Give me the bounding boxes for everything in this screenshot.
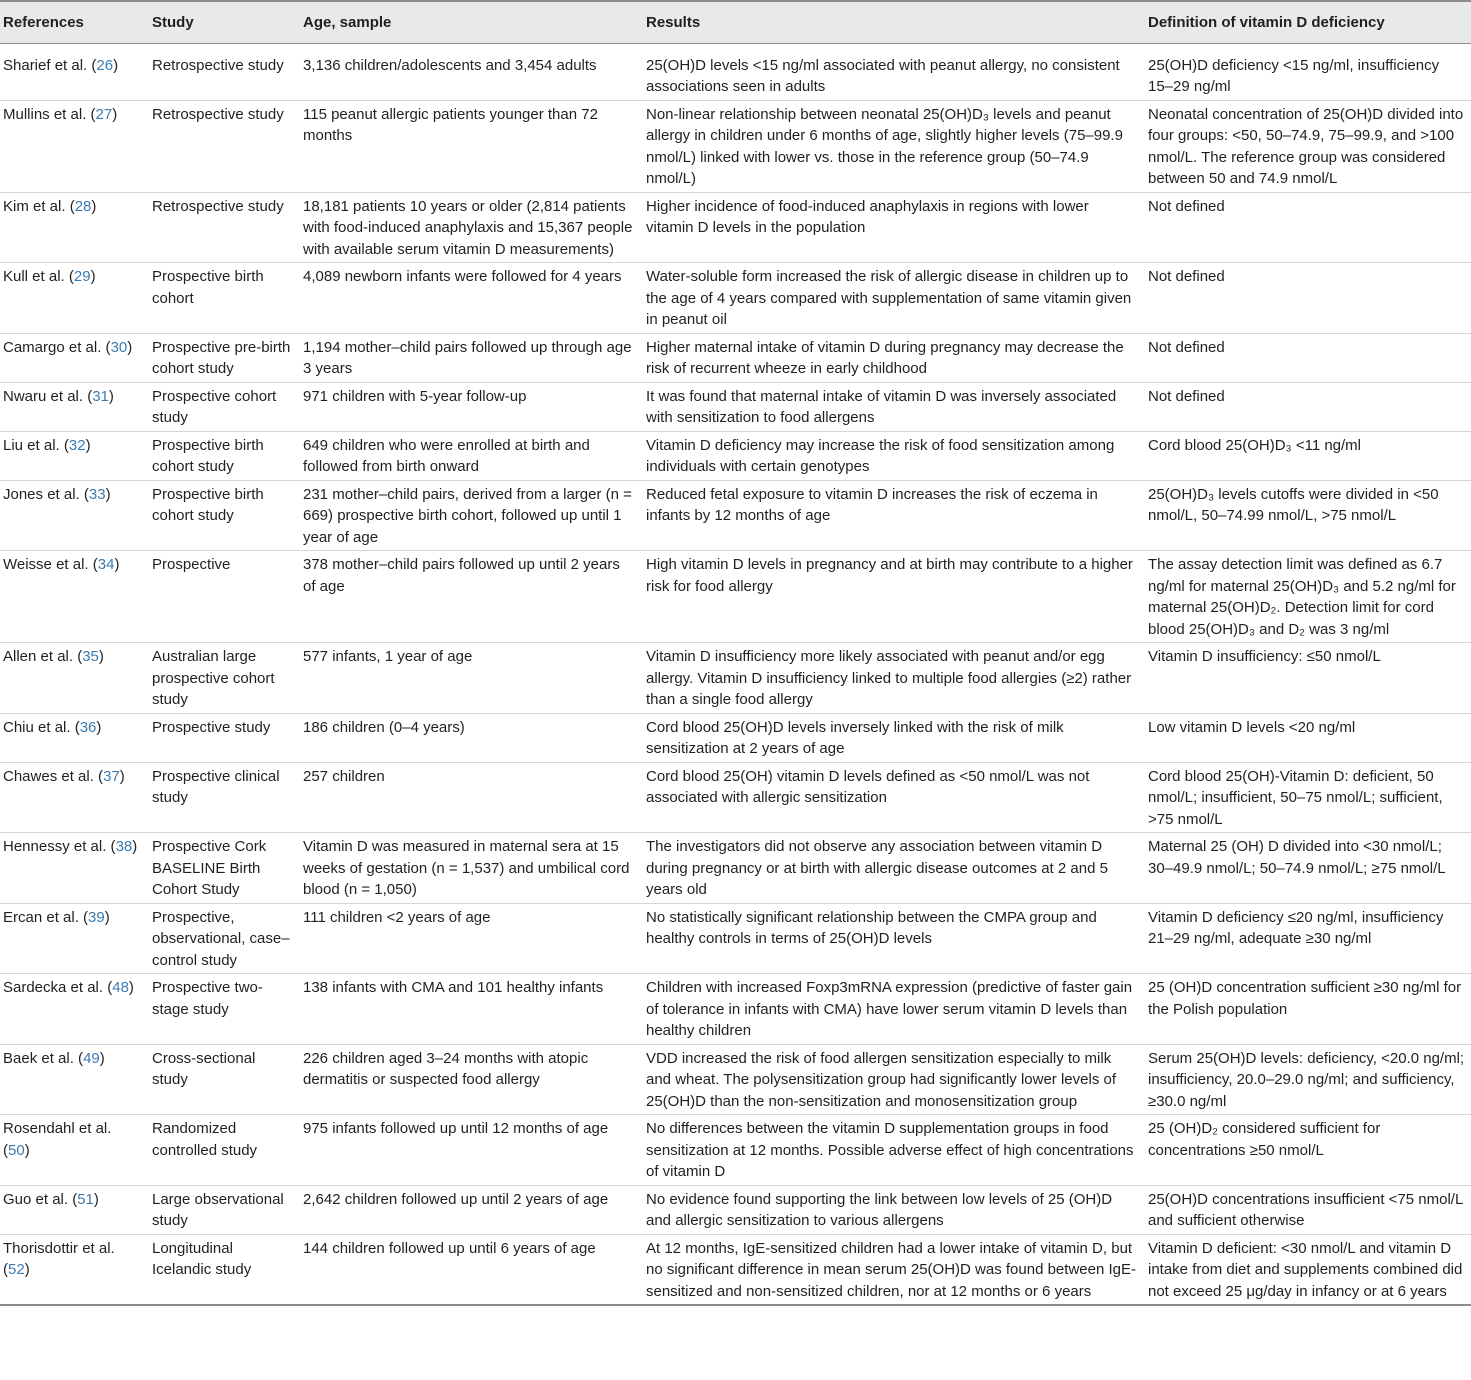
reference-number-link[interactable]: 52 — [8, 1261, 25, 1278]
cell-age-sample: 2,642 children followed up until 2 years of age — [297, 1185, 640, 1234]
reference-number-link[interactable]: 36 — [79, 718, 97, 736]
cell-results: No statistically significant relationship between the CMPA group and healthy controls in terms of 25(OH)D levels — [640, 903, 1142, 974]
cell-definition: Cord blood 25(OH)-Vitamin D: deficient, 50 nmol/L; insufficient, 50–75 nmol/L; sufficient, >75 nmol/L — [1142, 762, 1471, 833]
reference-number-link[interactable]: 37 — [103, 767, 120, 785]
cell-results: Children with increased Foxp3mRNA expression (predictive of faster gain of tolerance in infants with CMA) have lower serum vitamin D levels than healthy children — [640, 974, 1142, 1045]
cell-age-sample: 3,136 children/adolescents and 3,454 adults — [297, 43, 640, 100]
cell-definition: Serum 25(OH)D levels: deficiency, <20.0 ng/ml; insufficiency, 20.0–29.0 ng/ml; and sufficiency, ≥30.0 ng/ml — [1142, 1044, 1471, 1115]
header-study: Study — [146, 1, 297, 43]
table-row — [0, 903, 1471, 974]
reference-author: Jones et al. — [3, 485, 80, 503]
cell-study: Prospective two-stage study — [146, 974, 297, 1045]
cell-study: Retrospective study — [146, 100, 297, 192]
cell-results: Cord blood 25(OH)D levels inversely linked with the risk of milk sensitization at 2 years of age — [640, 713, 1142, 762]
cell-definition: Not defined — [1142, 382, 1471, 431]
cell-results: Water-soluble form increased the risk of allergic disease in children up to the age of 4 years compared with supplementation of same vitamin given in peanut oil — [640, 263, 1142, 334]
cell-study: Prospective cohort study — [146, 382, 297, 431]
header-results: Results — [640, 1, 1142, 43]
cell-age-sample: 577 infants, 1 year of age — [297, 643, 640, 714]
cell-reference: Sardecka et al. (48) — [0, 974, 146, 1045]
reference-number-link[interactable]: 32 — [68, 436, 86, 454]
cell-reference: Baek et al. (49) — [0, 1044, 146, 1115]
cell-results: It was found that maternal intake of vitamin D was inversely associated with sensitization to food allergens — [640, 382, 1142, 431]
cell-age-sample: 231 mother–child pairs, derived from a larger (n = 669) prospective birth cohort, followed up until 1 year of age — [297, 480, 640, 551]
cell-age-sample: Vitamin D was measured in maternal sera at 15 weeks of gestation (n = 1,537) and umbilical cord blood (n = 1,050) — [297, 833, 640, 904]
cell-definition: 25 (OH)D concentration sufficient ≥30 ng/ml for the Polish population — [1142, 974, 1471, 1045]
cell-results: Reduced fetal exposure to vitamin D increases the risk of eczema in infants by 12 months of age — [640, 480, 1142, 551]
cell-reference: Ercan et al. (39) — [0, 903, 146, 974]
cell-definition: Neonatal concentration of 25(OH)D divided into four groups: <50, 50–74.9, 75–99.9, and >100 nmol/L. The reference group was considered between 50 and 74.9 nmol/L — [1142, 100, 1471, 192]
table-row — [0, 382, 1471, 431]
cell-study: Prospective study — [146, 713, 297, 762]
table-row — [0, 1234, 1471, 1305]
reference-number-link[interactable]: 39 — [88, 908, 105, 926]
cell-results: Non-linear relationship between neonatal 25(OH)D₃ levels and peanut allergy in children under 6 months of age, slightly higher levels (75–99.9 nmol/L) linked with lower vs. those in the reference group (50–74.9 nmol/L) — [640, 100, 1142, 192]
reference-author: Camargo et al. — [3, 338, 102, 356]
cell-study: Prospective birth cohort — [146, 263, 297, 334]
cell-reference: Liu et al. (32) — [0, 431, 146, 480]
cell-definition: Not defined — [1142, 333, 1471, 382]
reference-author: Allen et al. — [3, 648, 74, 665]
table-row — [0, 263, 1471, 334]
cell-definition: Not defined — [1142, 192, 1471, 263]
cell-definition: Vitamin D deficient: <30 nmol/L and vitamin D intake from diet and supplements combined did not exceed 25 μg/day in infancy or at 6 years — [1142, 1234, 1471, 1305]
table-row — [0, 1115, 1471, 1186]
cell-study: Prospective — [146, 551, 297, 643]
cell-age-sample: 138 infants with CMA and 101 healthy infants — [297, 974, 640, 1045]
reference-author: Weisse et al. — [3, 556, 89, 573]
cell-age-sample: 257 children — [297, 762, 640, 833]
cell-reference: Jones et al. (33) — [0, 480, 146, 551]
table-row — [0, 551, 1471, 643]
cell-results: VDD increased the risk of food allergen sensitization especially to milk and wheat. The polysensitization group had significantly lower levels of 25(OH)D than the non-sensitization and monosensitization group — [640, 1044, 1142, 1115]
cell-definition: 25(OH)D deficiency <15 ng/ml, insufficiency 15–29 ng/ml — [1142, 43, 1471, 100]
cell-study: Australian large prospective cohort study — [146, 643, 297, 714]
cell-age-sample: 649 children who were enrolled at birth and followed from birth onward — [297, 431, 640, 480]
cell-results: Vitamin D deficiency may increase the risk of food sensitization among individuals with certain genotypes — [640, 431, 1142, 480]
cell-study: Retrospective study — [146, 43, 297, 100]
cell-definition: 25 (OH)D₂ considered sufficient for concentrations ≥50 nmol/L — [1142, 1115, 1471, 1186]
header-age-sample: Age, sample — [297, 1, 640, 43]
cell-study: Longitudinal Icelandic study — [146, 1234, 297, 1305]
reference-author: Ercan et al. — [3, 908, 79, 926]
table-row — [0, 100, 1471, 192]
cell-age-sample: 975 infants followed up until 12 months of age — [297, 1115, 640, 1186]
cell-reference: Guo et al. (51) — [0, 1185, 146, 1234]
reference-number-link[interactable]: 30 — [110, 338, 128, 356]
table-row — [0, 833, 1471, 904]
table-row — [0, 333, 1471, 382]
header-references: References — [0, 1, 146, 43]
reference-number-link[interactable]: 35 — [82, 648, 99, 665]
cell-reference: Weisse et al. (34) — [0, 551, 146, 643]
cell-study: Prospective birth cohort study — [146, 431, 297, 480]
cell-definition: Low vitamin D levels <20 ng/ml — [1142, 713, 1471, 762]
reference-author: Guo et al. — [3, 1190, 69, 1208]
reference-author: Sardecka et al. — [3, 979, 104, 996]
cell-results: At 12 months, IgE-sensitized children had a lower intake of vitamin D, but no significant difference in mean serum 25(OH)D was found between IgE-sensitized and non-sensitized children, nor at 12 months or 6 years — [640, 1234, 1142, 1305]
table-row — [0, 43, 1471, 100]
reference-author: Kim et al. — [3, 197, 66, 215]
table-row — [0, 192, 1471, 263]
cell-study: Randomized controlled study — [146, 1115, 297, 1186]
cell-results: Higher incidence of food-induced anaphylaxis in regions with lower vitamin D levels in the population — [640, 192, 1142, 263]
reference-number-link[interactable]: 28 — [74, 197, 92, 215]
cell-results: 25(OH)D levels <15 ng/ml associated with peanut allergy, no consistent associations seen in adults — [640, 43, 1142, 100]
cell-age-sample: 18,181 patients 10 years or older (2,814 patients with food-induced anaphylaxis and 15,367 people with available serum vitamin D measurements) — [297, 192, 640, 263]
table-row — [0, 431, 1471, 480]
reference-number-link[interactable]: 48 — [112, 979, 129, 996]
cell-definition: Vitamin D deficiency ≤20 ng/ml, insufficiency 21–29 ng/ml, adequate ≥30 ng/ml — [1142, 903, 1471, 974]
cell-reference: Hennessy et al. (38) — [0, 833, 146, 904]
cell-study: Large observational study — [146, 1185, 297, 1234]
cell-results: High vitamin D levels in pregnancy and at birth may contribute to a higher risk for food allergy — [640, 551, 1142, 643]
cell-results: No differences between the vitamin D supplementation groups in food sensitization at 12 months. Possible adverse effect of high concentrations of vitamin D — [640, 1115, 1142, 1186]
cell-study: Prospective pre-birth cohort study — [146, 333, 297, 382]
table-row — [0, 1185, 1471, 1234]
cell-reference: Chawes et al. (37) — [0, 762, 146, 833]
reference-number-link[interactable]: 27 — [95, 105, 113, 123]
cell-age-sample: 111 children <2 years of age — [297, 903, 640, 974]
cell-results: Vitamin D insufficiency more likely associated with peanut and/or egg allergy. Vitamin D insufficiency linked to multiple food allergies (≥2) rather than a single food allergy — [640, 643, 1142, 714]
cell-reference: Chiu et al. (36) — [0, 713, 146, 762]
cell-age-sample: 144 children followed up until 6 years of age — [297, 1234, 640, 1305]
table-row — [0, 762, 1471, 833]
header-definition: Definition of vitamin D deficiency — [1142, 1, 1471, 43]
reference-author: Kull et al. — [3, 268, 65, 285]
table-row — [0, 643, 1471, 714]
reference-author: Nwaru et al. — [3, 387, 84, 405]
reference-author: Thorisdottir et al. — [3, 1239, 115, 1257]
cell-reference: Rosendahl et al. (50) — [0, 1115, 146, 1186]
reference-author: Chawes et al. — [3, 767, 94, 785]
reference-number-link[interactable]: 49 — [83, 1049, 100, 1067]
reference-number-link[interactable]: 26 — [96, 56, 114, 74]
cell-results: Higher maternal intake of vitamin D during pregnancy may decrease the risk of recurrent wheeze in early childhood — [640, 333, 1142, 382]
cell-study: Prospective Cork BASELINE Birth Cohort Study — [146, 833, 297, 904]
reference-author: Mullins et al. — [3, 105, 87, 123]
reference-number-link[interactable]: 50 — [8, 1141, 25, 1159]
cell-results: Cord blood 25(OH) vitamin D levels defined as <50 nmol/L was not associated with allergic sensitization — [640, 762, 1142, 833]
table-row — [0, 713, 1471, 762]
cell-definition: Cord blood 25(OH)D₃ <11 ng/ml — [1142, 431, 1471, 480]
cell-reference: Mullins et al. (27) — [0, 100, 146, 192]
cell-age-sample: 971 children with 5-year follow-up — [297, 382, 640, 431]
table-row — [0, 1044, 1471, 1115]
table-body — [0, 43, 1471, 1305]
cell-reference: Sharief et al. (26) — [0, 43, 146, 100]
cell-study: Prospective, observational, case–control study — [146, 903, 297, 974]
table-row — [0, 480, 1471, 551]
table-row — [0, 974, 1471, 1045]
reference-number-link[interactable]: 29 — [73, 268, 91, 285]
cell-reference: Thorisdottir et al. (52) — [0, 1234, 146, 1305]
cell-age-sample: 4,089 newborn infants were followed for 4 years — [297, 263, 640, 334]
reference-author: Baek et al. — [3, 1049, 74, 1067]
reference-number-link[interactable]: 31 — [92, 387, 109, 405]
cell-reference: Kim et al. (28) — [0, 192, 146, 263]
cell-age-sample: 115 peanut allergic patients younger than 72 months — [297, 100, 640, 192]
reference-number-link[interactable]: 51 — [77, 1190, 94, 1208]
cell-age-sample: 226 children aged 3–24 months with atopic dermatitis or suspected food allergy — [297, 1044, 640, 1115]
cell-study: Cross-sectional study — [146, 1044, 297, 1115]
cell-age-sample: 1,194 mother–child pairs followed up through age 3 years — [297, 333, 640, 382]
cell-results: The investigators did not observe any association between vitamin D during pregnancy or at birth with allergic disease outcomes at 2 and 5 years old — [640, 833, 1142, 904]
cell-reference: Camargo et al. (30) — [0, 333, 146, 382]
header-row — [0, 1, 1471, 43]
cell-definition: The assay detection limit was defined as 6.7 ng/ml for maternal 25(OH)D₃ and 5.2 ng/ml for maternal 25(OH)D₂. Detection limit for cord blood 25(OH)D₃ and D₂ was 3 ng/ml — [1142, 551, 1471, 643]
cell-study: Prospective birth cohort study — [146, 480, 297, 551]
cell-study: Prospective clinical study — [146, 762, 297, 833]
reference-number-link[interactable]: 33 — [88, 485, 106, 503]
cell-reference: Allen et al. (35) — [0, 643, 146, 714]
reference-author: Chiu et al. — [3, 718, 71, 736]
reference-author: Hennessy et al. — [3, 838, 107, 855]
reference-author: Sharief et al. — [3, 56, 88, 74]
cell-definition: 25(OH)D₃ levels cutoffs were divided in <50 nmol/L, 50–74.99 nmol/L, >75 nmol/L — [1142, 480, 1471, 551]
reference-number-link[interactable]: 38 — [115, 838, 133, 855]
cell-definition: Vitamin D insufficiency: ≤50 nmol/L — [1142, 643, 1471, 714]
reference-number-link[interactable]: 34 — [97, 556, 115, 573]
cell-study: Retrospective study — [146, 192, 297, 263]
cell-results: No evidence found supporting the link between low levels of 25 (OH)D and allergic sensitization to various allergens — [640, 1185, 1142, 1234]
reference-author: Liu et al. — [3, 436, 60, 454]
cell-definition: 25(OH)D concentrations insufficient <75 nmol/L and sufficient otherwise — [1142, 1185, 1471, 1234]
cell-reference: Nwaru et al. (31) — [0, 382, 146, 431]
cell-definition: Maternal 25 (OH) D divided into <30 nmol/L; 30–49.9 nmol/L; 50–74.9 nmol/L; ≥75 nmol/L — [1142, 833, 1471, 904]
cell-age-sample: 186 children (0–4 years) — [297, 713, 640, 762]
cell-definition: Not defined — [1142, 263, 1471, 334]
cell-reference: Kull et al. (29) — [0, 263, 146, 334]
cell-age-sample: 378 mother–child pairs followed up until 2 years of age — [297, 551, 640, 643]
table-header — [0, 1, 1471, 43]
reference-author: Rosendahl et al. — [3, 1120, 112, 1137]
